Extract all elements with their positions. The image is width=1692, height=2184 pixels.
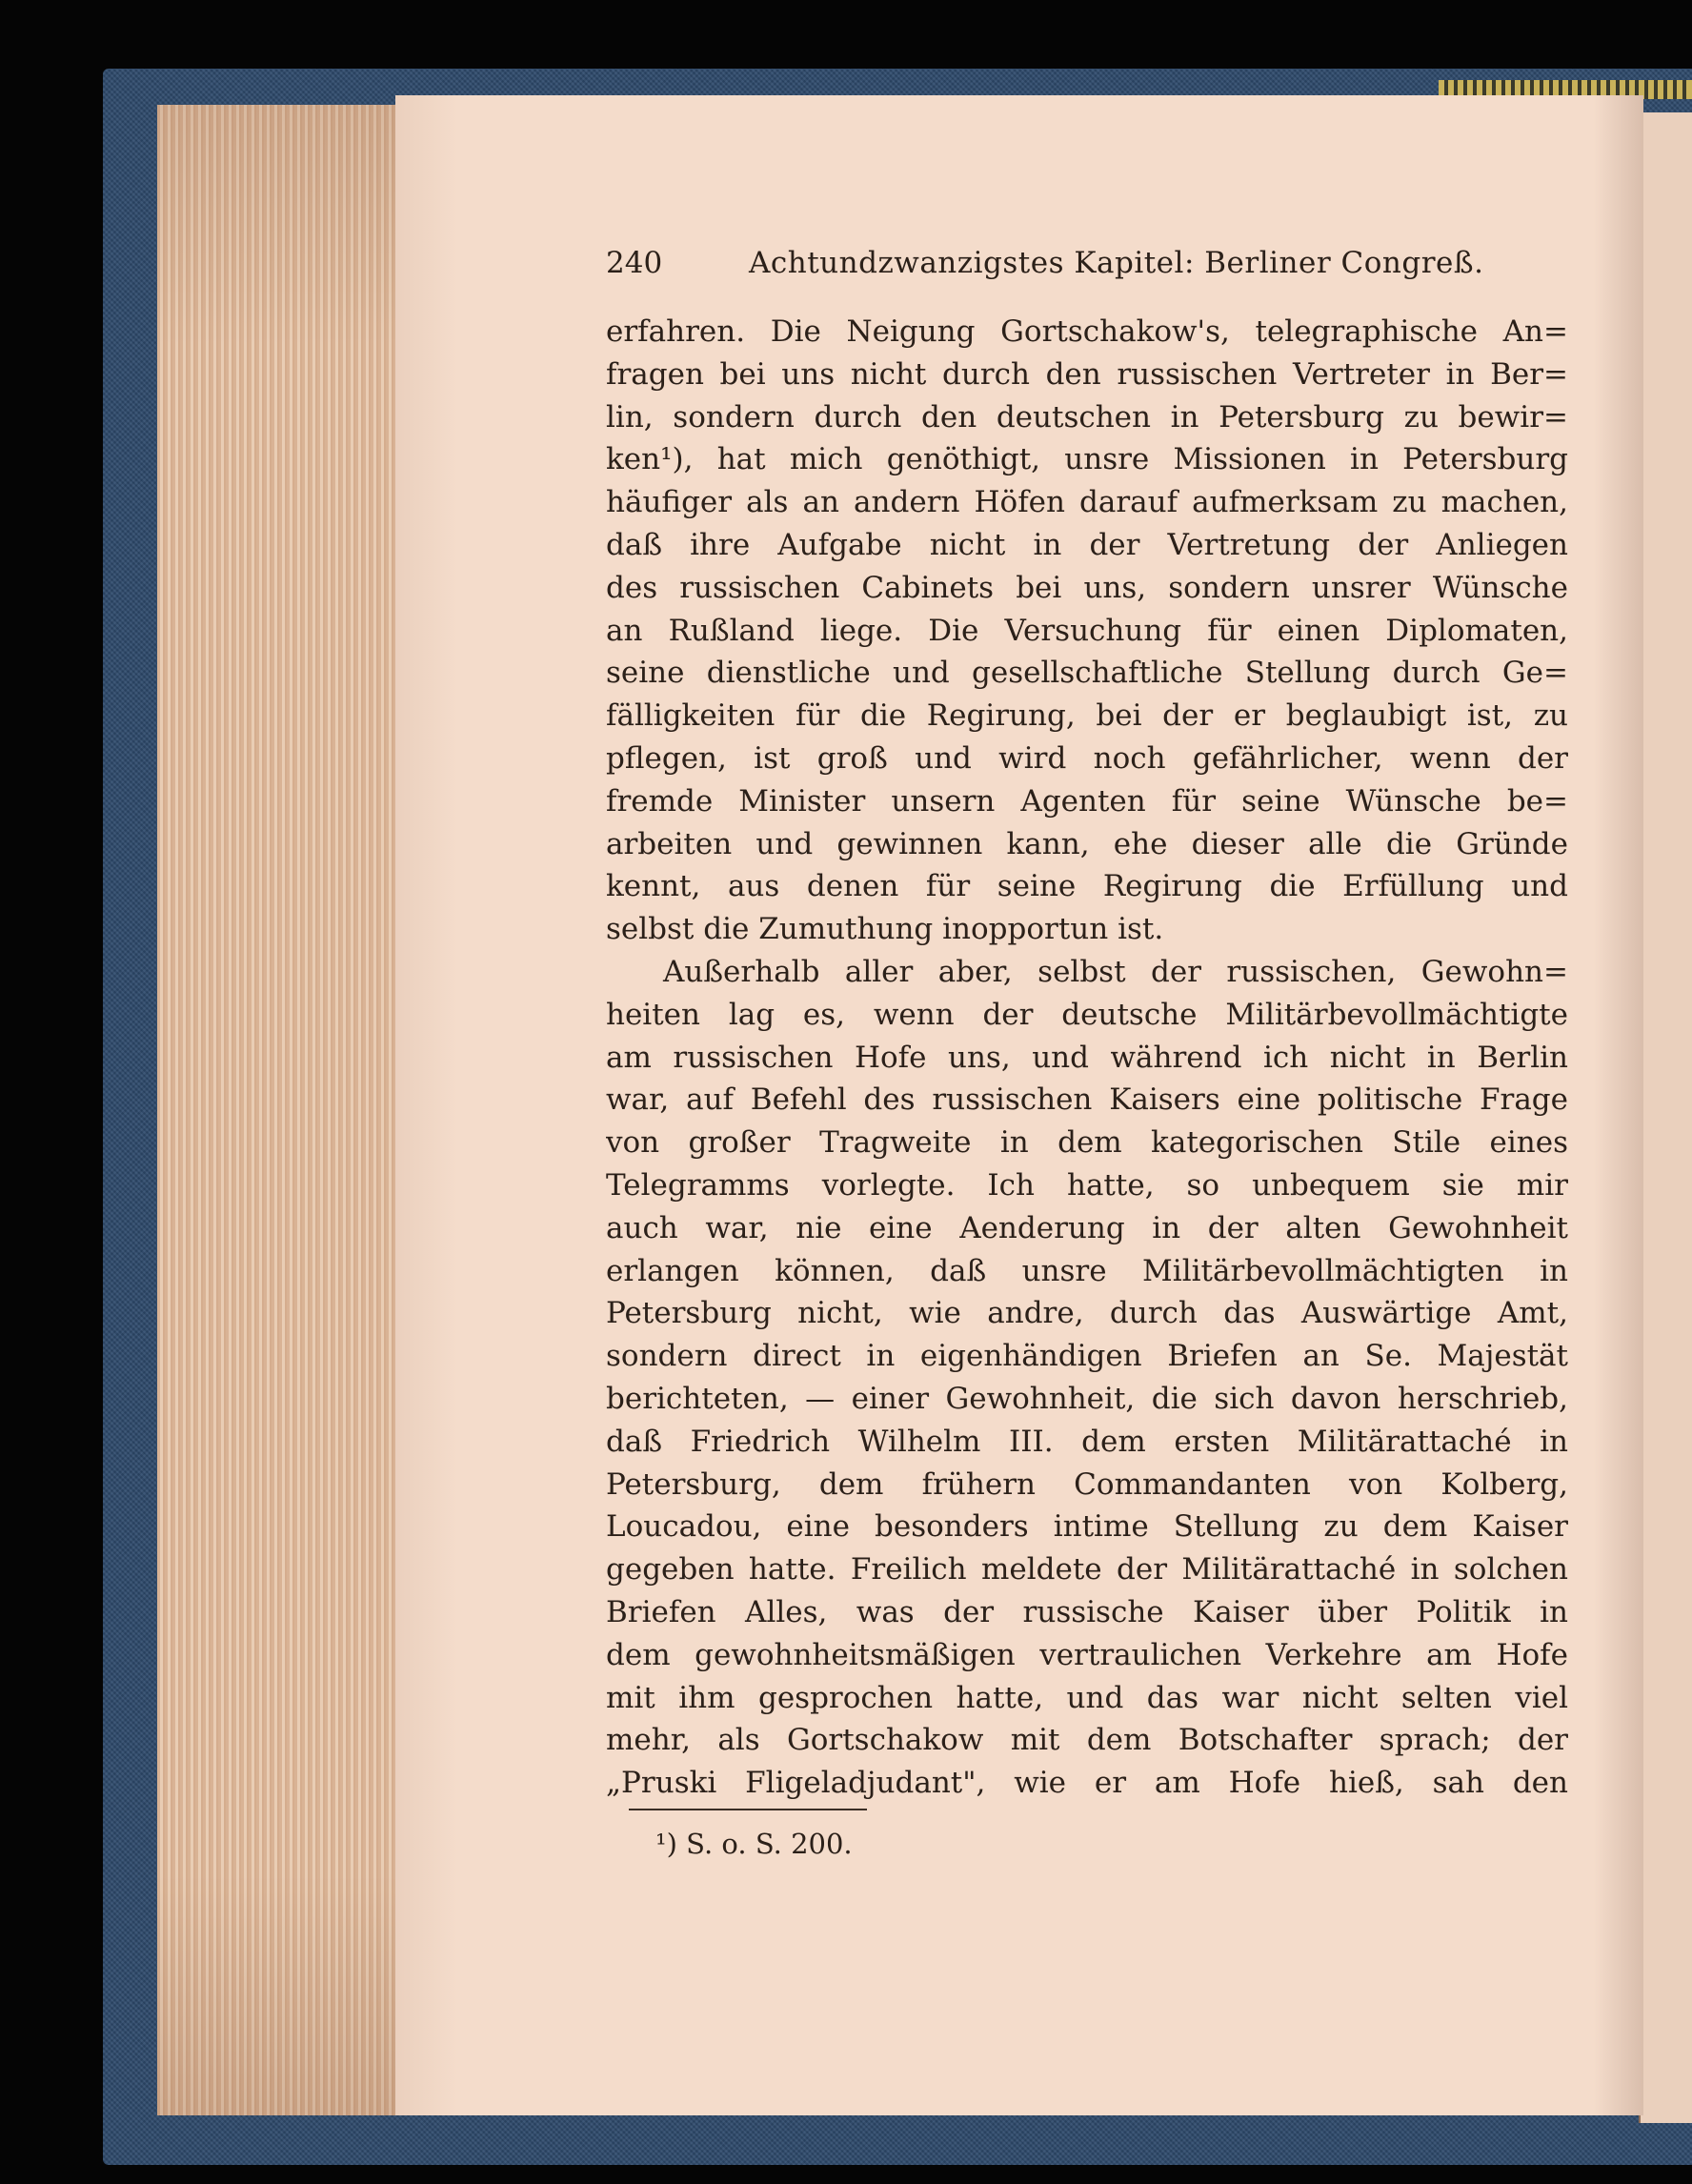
text-line: kennt, aus denen für seine Regirung die Erfüllung und: [606, 869, 1568, 904]
next-page-edge: [1639, 112, 1692, 2123]
text-line: sondern direct in eigenhändigen Briefen an Se. Majestät: [606, 1339, 1568, 1374]
text-line: gegeben hatte. Freilich meldete der Militärattaché in solchen: [606, 1552, 1568, 1587]
text-line: des russischen Cabinets bei uns, sondern unsrer Wünsche: [606, 570, 1568, 605]
text-line: auch war, nie eine Aenderung in der alten Gewohnheit: [606, 1210, 1568, 1245]
text-line: erlangen können, daß unsre Militärbevollmächtigten in: [606, 1253, 1568, 1288]
text-line: seine dienstliche und gesellschaftliche Stellung durch Ge=: [606, 656, 1568, 691]
text-line: erfahren. Die Neigung Gortschakow's, telegraphische An=: [606, 314, 1568, 349]
text-line: Außerhalb aller aber, selbst der russischen, Gewohn=: [663, 954, 1568, 989]
text-line: heiten lag es, wenn der deutsche Militärbevollmächtigte: [606, 997, 1568, 1032]
text-line: fälligkeiten für die Regirung, bei der er beglaubigt ist, zu: [606, 698, 1568, 734]
footnote: ¹) S. o. S. 200.: [655, 1828, 853, 1860]
text-line: daß ihre Aufgabe nicht in der Vertretung der Anliegen: [606, 527, 1568, 562]
text-line: lin, sondern durch den deutschen in Petersburg zu bewir=: [606, 399, 1568, 435]
page-header: [606, 246, 1568, 293]
text-line: mehr, als Gortschakow mit dem Botschafter sprach; der: [606, 1723, 1568, 1758]
text-line: arbeiten und gewinnen kann, ehe dieser alle die Gründe: [606, 826, 1568, 861]
footnote-rule: [629, 1809, 867, 1810]
text-line: daß Friedrich Wilhelm III. dem ersten Militärattaché in: [606, 1424, 1568, 1459]
text-line: pflegen, ist groß und wird noch gefährlicher, wenn der: [606, 740, 1568, 776]
running-head: Achtundzwanzigstes Kapitel: Berliner Congreß.: [749, 246, 1484, 280]
text-line: Petersburg nicht, wie andre, durch das Auswärtige Amt,: [606, 1296, 1568, 1331]
text-line: Petersburg, dem frühern Commandanten von Kolberg,: [606, 1466, 1568, 1502]
text-line: selbst die Zumuthung inopportun ist.: [606, 912, 1164, 947]
page-number: 240: [606, 246, 663, 280]
text-line: Briefen Alles, was der russische Kaiser über Politik in: [606, 1594, 1568, 1629]
body-text: [606, 311, 1568, 1805]
text-line: an Rußland liege. Die Versuchung für einen Diplomaten,: [606, 613, 1568, 648]
text-line: fremde Minister unsern Agenten für seine Wünsche be=: [606, 783, 1568, 819]
text-line: Telegramms vorlegte. Ich hatte, so unbequem sie mir: [606, 1167, 1568, 1203]
text-line: „Pruski Fligeladjudant", wie er am Hofe hieß, sah den: [606, 1766, 1568, 1801]
text-line: fragen bei uns nicht durch den russischen Vertreter in Ber=: [606, 356, 1568, 392]
text-line: war, auf Befehl des russischen Kaisers eine politische Frage: [606, 1082, 1568, 1118]
page-edges: [157, 105, 410, 2115]
text-line: dem gewohnheitsmäßigen vertraulichen Verkehre am Hofe: [606, 1637, 1568, 1672]
text-line: am russischen Hofe uns, und während ich nicht in Berlin: [606, 1040, 1568, 1075]
text-line: ken¹), hat mich genöthigt, unsre Missionen in Petersburg: [606, 442, 1568, 477]
text-line: berichteten, — einer Gewohnheit, die sich davon herschrieb,: [606, 1381, 1568, 1416]
text-line: häufiger als an andern Höfen darauf aufmerksam zu machen,: [606, 485, 1568, 520]
text-line: mit ihm gesprochen hatte, und das war nicht selten viel: [606, 1680, 1568, 1715]
text-line: von großer Tragweite in dem kategorischen Stile eines: [606, 1125, 1568, 1161]
text-line: Loucadou, eine besonders intime Stellung zu dem Kaiser: [606, 1509, 1568, 1545]
